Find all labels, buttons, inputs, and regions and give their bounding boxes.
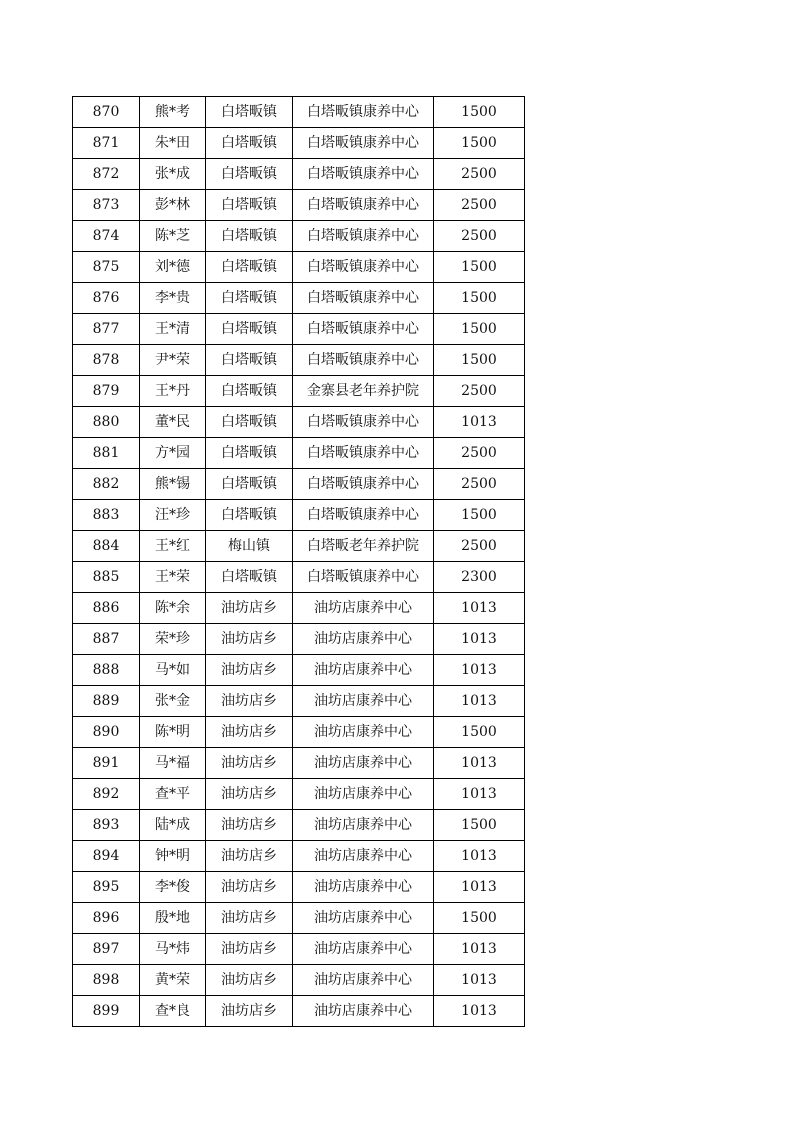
cell-person-name: 查*良 bbox=[140, 996, 206, 1027]
cell-amount: 2500 bbox=[434, 438, 525, 469]
cell-person-name: 李*贵 bbox=[140, 283, 206, 314]
cell-serial-number: 876 bbox=[73, 283, 140, 314]
cell-care-institution: 白塔畈镇康养中心 bbox=[293, 500, 434, 531]
cell-township: 油坊店乡 bbox=[206, 996, 293, 1027]
cell-serial-number: 888 bbox=[73, 655, 140, 686]
cell-amount: 2500 bbox=[434, 469, 525, 500]
cell-person-name: 熊*考 bbox=[140, 97, 206, 128]
cell-amount: 1500 bbox=[434, 252, 525, 283]
cell-serial-number: 882 bbox=[73, 469, 140, 500]
cell-care-institution: 油坊店康养中心 bbox=[293, 965, 434, 996]
cell-serial-number: 884 bbox=[73, 531, 140, 562]
cell-care-institution: 油坊店康养中心 bbox=[293, 872, 434, 903]
cell-person-name: 董*民 bbox=[140, 407, 206, 438]
cell-amount: 1013 bbox=[434, 872, 525, 903]
cell-serial-number: 887 bbox=[73, 624, 140, 655]
cell-amount: 1013 bbox=[434, 655, 525, 686]
table-row bbox=[73, 531, 525, 562]
cell-care-institution: 油坊店康养中心 bbox=[293, 810, 434, 841]
cell-amount: 1013 bbox=[434, 965, 525, 996]
cell-township: 白塔畈镇 bbox=[206, 345, 293, 376]
cell-person-name: 王*清 bbox=[140, 314, 206, 345]
table-row bbox=[73, 221, 525, 252]
cell-person-name: 方*园 bbox=[140, 438, 206, 469]
cell-serial-number: 894 bbox=[73, 841, 140, 872]
cell-serial-number: 891 bbox=[73, 748, 140, 779]
cell-township: 白塔畈镇 bbox=[206, 97, 293, 128]
cell-care-institution: 白塔畈镇康养中心 bbox=[293, 97, 434, 128]
cell-care-institution: 白塔畈老年养护院 bbox=[293, 531, 434, 562]
cell-township: 梅山镇 bbox=[206, 531, 293, 562]
table-row bbox=[73, 562, 525, 593]
cell-serial-number: 873 bbox=[73, 190, 140, 221]
table-row bbox=[73, 314, 525, 345]
table-row bbox=[73, 345, 525, 376]
cell-amount: 1013 bbox=[434, 779, 525, 810]
cell-care-institution: 白塔畈镇康养中心 bbox=[293, 252, 434, 283]
cell-amount: 1500 bbox=[434, 717, 525, 748]
cell-township: 白塔畈镇 bbox=[206, 500, 293, 531]
cell-township: 油坊店乡 bbox=[206, 872, 293, 903]
cell-person-name: 马*福 bbox=[140, 748, 206, 779]
cell-township: 油坊店乡 bbox=[206, 593, 293, 624]
table-row bbox=[73, 748, 525, 779]
table-row bbox=[73, 624, 525, 655]
cell-care-institution: 白塔畈镇康养中心 bbox=[293, 128, 434, 159]
cell-care-institution: 油坊店康养中心 bbox=[293, 655, 434, 686]
table-row bbox=[73, 872, 525, 903]
cell-serial-number: 870 bbox=[73, 97, 140, 128]
table-row bbox=[73, 717, 525, 748]
cell-serial-number: 872 bbox=[73, 159, 140, 190]
table-row bbox=[73, 593, 525, 624]
cell-township: 白塔畈镇 bbox=[206, 438, 293, 469]
cell-township: 油坊店乡 bbox=[206, 717, 293, 748]
cell-amount: 2500 bbox=[434, 221, 525, 252]
cell-amount: 1013 bbox=[434, 593, 525, 624]
cell-township: 油坊店乡 bbox=[206, 655, 293, 686]
cell-person-name: 陈*芝 bbox=[140, 221, 206, 252]
cell-person-name: 钟*明 bbox=[140, 841, 206, 872]
cell-care-institution: 油坊店康养中心 bbox=[293, 903, 434, 934]
cell-person-name: 陈*余 bbox=[140, 593, 206, 624]
cell-care-institution: 油坊店康养中心 bbox=[293, 593, 434, 624]
cell-serial-number: 875 bbox=[73, 252, 140, 283]
cell-amount: 2500 bbox=[434, 531, 525, 562]
cell-amount: 1013 bbox=[434, 407, 525, 438]
cell-amount: 1500 bbox=[434, 283, 525, 314]
cell-serial-number: 886 bbox=[73, 593, 140, 624]
cell-amount: 1013 bbox=[434, 996, 525, 1027]
table-row bbox=[73, 996, 525, 1027]
cell-care-institution: 油坊店康养中心 bbox=[293, 748, 434, 779]
cell-township: 白塔畈镇 bbox=[206, 252, 293, 283]
cell-township: 白塔畈镇 bbox=[206, 407, 293, 438]
cell-person-name: 陆*成 bbox=[140, 810, 206, 841]
cell-person-name: 汪*珍 bbox=[140, 500, 206, 531]
cell-amount: 1500 bbox=[434, 345, 525, 376]
cell-person-name: 荣*珍 bbox=[140, 624, 206, 655]
cell-serial-number: 893 bbox=[73, 810, 140, 841]
cell-person-name: 马*炜 bbox=[140, 934, 206, 965]
cell-care-institution: 油坊店康养中心 bbox=[293, 779, 434, 810]
cell-care-institution: 油坊店康养中心 bbox=[293, 841, 434, 872]
cell-person-name: 尹*荣 bbox=[140, 345, 206, 376]
table-row bbox=[73, 686, 525, 717]
cell-serial-number: 883 bbox=[73, 500, 140, 531]
cell-person-name: 刘*德 bbox=[140, 252, 206, 283]
table-row bbox=[73, 934, 525, 965]
cell-township: 油坊店乡 bbox=[206, 686, 293, 717]
cell-serial-number: 898 bbox=[73, 965, 140, 996]
cell-township: 油坊店乡 bbox=[206, 934, 293, 965]
table-row bbox=[73, 159, 525, 190]
cell-serial-number: 896 bbox=[73, 903, 140, 934]
cell-care-institution: 金寨县老年养护院 bbox=[293, 376, 434, 407]
table-row bbox=[73, 500, 525, 531]
table-row bbox=[73, 841, 525, 872]
cell-care-institution: 白塔畈镇康养中心 bbox=[293, 469, 434, 500]
cell-care-institution: 油坊店康养中心 bbox=[293, 624, 434, 655]
cell-township: 白塔畈镇 bbox=[206, 128, 293, 159]
table-row bbox=[73, 903, 525, 934]
table-row bbox=[73, 779, 525, 810]
cell-amount: 1013 bbox=[434, 934, 525, 965]
cell-serial-number: 899 bbox=[73, 996, 140, 1027]
cell-township: 油坊店乡 bbox=[206, 903, 293, 934]
cell-township: 油坊店乡 bbox=[206, 748, 293, 779]
cell-township: 白塔畈镇 bbox=[206, 376, 293, 407]
cell-serial-number: 889 bbox=[73, 686, 140, 717]
cell-serial-number: 892 bbox=[73, 779, 140, 810]
cell-person-name: 查*平 bbox=[140, 779, 206, 810]
table-row bbox=[73, 438, 525, 469]
cell-amount: 1500 bbox=[434, 97, 525, 128]
cell-person-name: 熊*锡 bbox=[140, 469, 206, 500]
cell-serial-number: 885 bbox=[73, 562, 140, 593]
cell-amount: 1500 bbox=[434, 500, 525, 531]
cell-township: 白塔畈镇 bbox=[206, 190, 293, 221]
cell-person-name: 彭*林 bbox=[140, 190, 206, 221]
cell-person-name: 王*丹 bbox=[140, 376, 206, 407]
table-row bbox=[73, 810, 525, 841]
cell-person-name: 李*俊 bbox=[140, 872, 206, 903]
table-row bbox=[73, 252, 525, 283]
cell-township: 白塔畈镇 bbox=[206, 283, 293, 314]
table-row bbox=[73, 965, 525, 996]
cell-amount: 1500 bbox=[434, 314, 525, 345]
cell-person-name: 马*如 bbox=[140, 655, 206, 686]
table-row bbox=[73, 283, 525, 314]
cell-township: 白塔畈镇 bbox=[206, 469, 293, 500]
cell-township: 白塔畈镇 bbox=[206, 562, 293, 593]
table-row bbox=[73, 128, 525, 159]
cell-serial-number: 878 bbox=[73, 345, 140, 376]
cell-person-name: 张*金 bbox=[140, 686, 206, 717]
table-row bbox=[73, 655, 525, 686]
cell-amount: 2500 bbox=[434, 376, 525, 407]
table-row bbox=[73, 469, 525, 500]
cell-amount: 1500 bbox=[434, 903, 525, 934]
cell-township: 油坊店乡 bbox=[206, 841, 293, 872]
cell-person-name: 黄*荣 bbox=[140, 965, 206, 996]
cell-care-institution: 白塔畈镇康养中心 bbox=[293, 407, 434, 438]
cell-township: 白塔畈镇 bbox=[206, 314, 293, 345]
table-row bbox=[73, 97, 525, 128]
cell-serial-number: 881 bbox=[73, 438, 140, 469]
cell-amount: 1013 bbox=[434, 624, 525, 655]
cell-person-name: 殷*地 bbox=[140, 903, 206, 934]
cell-serial-number: 877 bbox=[73, 314, 140, 345]
cell-amount: 2500 bbox=[434, 159, 525, 190]
cell-amount: 1500 bbox=[434, 128, 525, 159]
cell-amount: 2300 bbox=[434, 562, 525, 593]
cell-care-institution: 白塔畈镇康养中心 bbox=[293, 283, 434, 314]
cell-care-institution: 白塔畈镇康养中心 bbox=[293, 159, 434, 190]
table-body bbox=[73, 97, 525, 1027]
cell-amount: 2500 bbox=[434, 190, 525, 221]
table-row bbox=[73, 190, 525, 221]
cell-township: 油坊店乡 bbox=[206, 810, 293, 841]
cell-person-name: 王*荣 bbox=[140, 562, 206, 593]
cell-care-institution: 白塔畈镇康养中心 bbox=[293, 562, 434, 593]
cell-amount: 1013 bbox=[434, 748, 525, 779]
cell-serial-number: 895 bbox=[73, 872, 140, 903]
cell-serial-number: 880 bbox=[73, 407, 140, 438]
cell-care-institution: 油坊店康养中心 bbox=[293, 934, 434, 965]
cell-amount: 1013 bbox=[434, 841, 525, 872]
cell-serial-number: 879 bbox=[73, 376, 140, 407]
cell-person-name: 王*红 bbox=[140, 531, 206, 562]
cell-care-institution: 白塔畈镇康养中心 bbox=[293, 221, 434, 252]
data-sheet bbox=[72, 96, 525, 1027]
cell-care-institution: 白塔畈镇康养中心 bbox=[293, 345, 434, 376]
cell-township: 油坊店乡 bbox=[206, 624, 293, 655]
table-row bbox=[73, 407, 525, 438]
cell-person-name: 朱*田 bbox=[140, 128, 206, 159]
cell-serial-number: 897 bbox=[73, 934, 140, 965]
cell-care-institution: 油坊店康养中心 bbox=[293, 996, 434, 1027]
cell-care-institution: 油坊店康养中心 bbox=[293, 717, 434, 748]
cell-amount: 1500 bbox=[434, 810, 525, 841]
cell-care-institution: 油坊店康养中心 bbox=[293, 686, 434, 717]
cell-township: 白塔畈镇 bbox=[206, 159, 293, 190]
cell-township: 油坊店乡 bbox=[206, 779, 293, 810]
cell-care-institution: 白塔畈镇康养中心 bbox=[293, 438, 434, 469]
cell-township: 油坊店乡 bbox=[206, 965, 293, 996]
cell-person-name: 陈*明 bbox=[140, 717, 206, 748]
cell-township: 白塔畈镇 bbox=[206, 221, 293, 252]
cell-care-institution: 白塔畈镇康养中心 bbox=[293, 314, 434, 345]
cell-serial-number: 874 bbox=[73, 221, 140, 252]
cell-care-institution: 白塔畈镇康养中心 bbox=[293, 190, 434, 221]
cell-serial-number: 871 bbox=[73, 128, 140, 159]
cell-person-name: 张*成 bbox=[140, 159, 206, 190]
subsidy-table bbox=[72, 96, 525, 1027]
cell-amount: 1013 bbox=[434, 686, 525, 717]
cell-serial-number: 890 bbox=[73, 717, 140, 748]
table-row bbox=[73, 376, 525, 407]
